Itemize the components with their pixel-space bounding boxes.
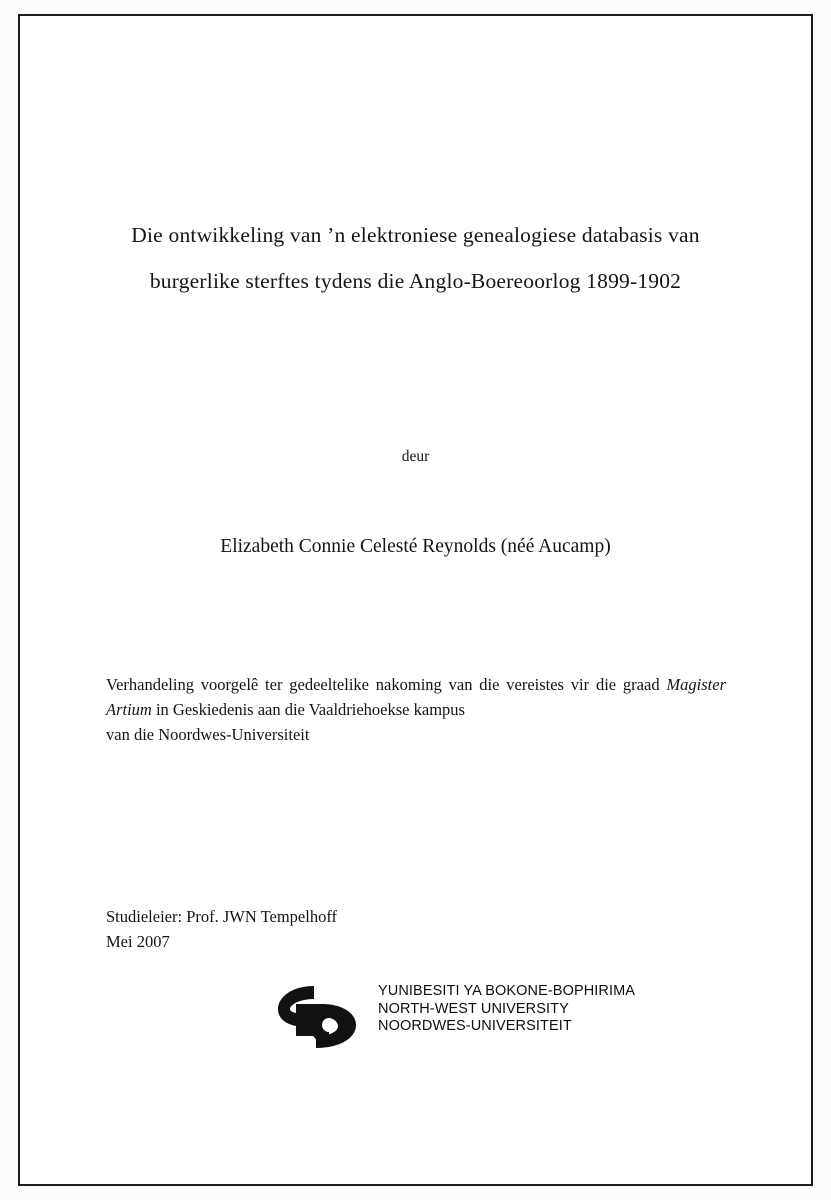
date-line: Mei 2007 [106,932,170,951]
statement-part-1: Verhandeling voorgelê ter gedeeltelike nakoming van die vereistes vir die graad [106,675,667,694]
supervisor-line: Studieleier: Prof. JWN Tempelhoff [106,907,338,926]
title-line-1: Die ontwikkeling van ’n elektroniese genealogiese databasis van [131,223,700,247]
degree-statement [106,672,726,747]
title-page [20,16,811,1184]
logo-text-line-3: NOORDWES-UNIVERSITEIT [378,1018,572,1034]
title-line-2: burgerlike sterftes tydens die Anglo-Boereoorlog 1899-1902 [149,269,682,293]
logo-text-line-1: YUNIBESITI YA BOKONE-BOPHIRIMA [378,983,636,999]
university-logo [258,974,636,1052]
logo-text [378,983,635,1036]
nwu-cd-logo-mark [266,982,374,1048]
author-name: Elizabeth Connie Celesté Reynolds (néé Aucamp) [220,536,611,557]
statement-part-2: in Geskiedenis aan die Vaaldriehoekse kampus [151,700,465,719]
statement-degree-italic: Magister Artium [106,675,726,719]
page-title [100,212,731,304]
byline-label: deur [401,448,430,465]
logo-text-line-2: NORTH-WEST UNIVERSITY [378,1000,569,1017]
statement-part-3: van die Noordwes-Universiteit [106,725,310,744]
scan-border [18,14,813,1186]
